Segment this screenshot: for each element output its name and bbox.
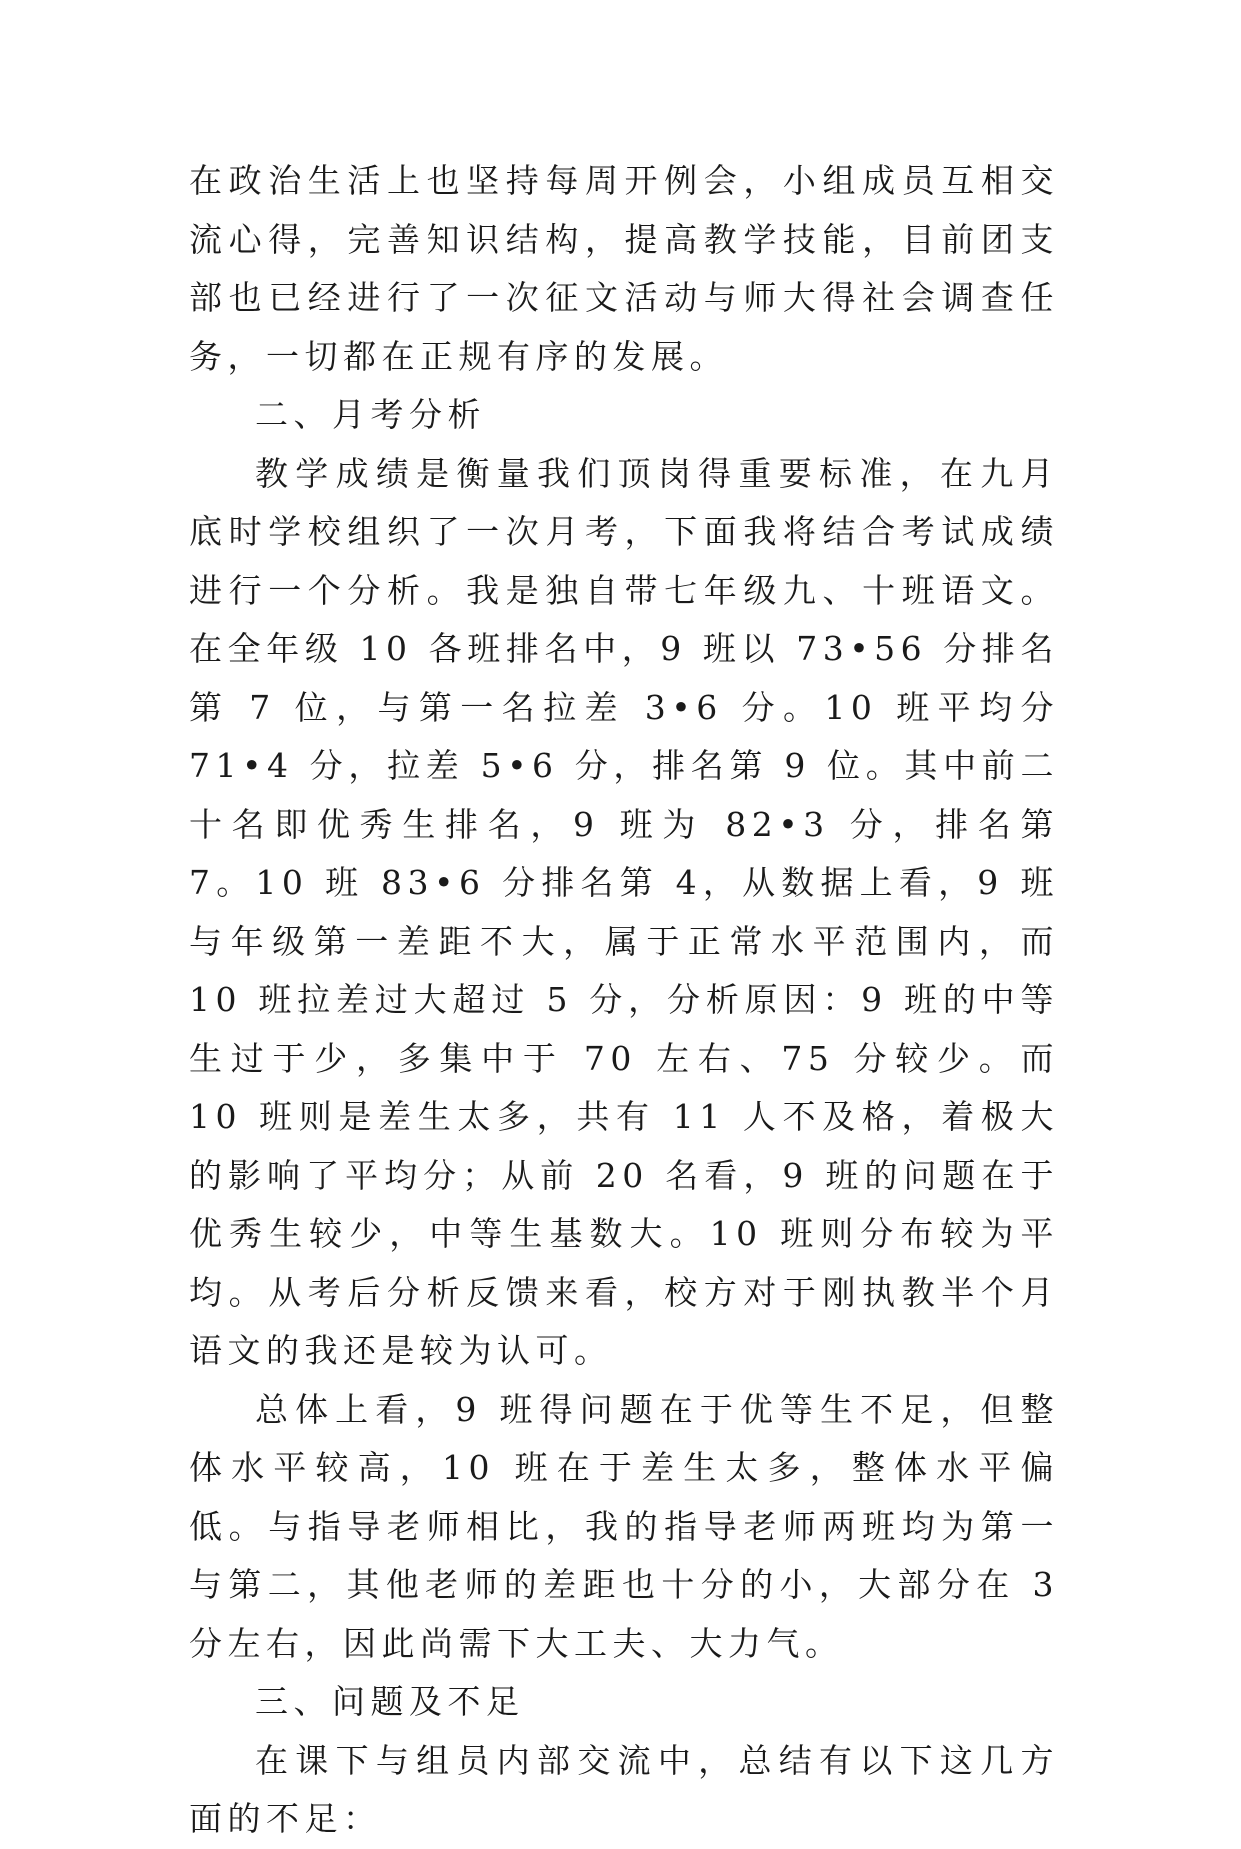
paragraph-overall-summary: 总体上看，9 班得问题在于优等生不足，但整体水平较高，10 班在于差生太多，整体水平偏低。与指导老师相比，我的指导老师两班均为第一与第二，其他老师的差距也十分的小，大部分在 3 分左右，因此尚需下大工夫、大力气。	[189, 1389, 1059, 1663]
paragraph-exam-results: 教学成绩是衡量我们顶岗得重要标准，在九月底时学校组织了一次月考，下面我将结合考试成绩进行一个分析。我是独自带七年级九、十班语文。在全年级 10 各班排名中，9 班以 73•56 分排名第 7 位，与第一名拉差 3•6 分。10 班平均分 71•4 分，拉差 5•6 分，排名第 9 位。其中前二十名即优秀生排名，9 班为 82•3 分，排名第 7。10 班 83•6 分排名第 4，从数据上看，9 班与年级第一差距不大，属于正常水平范围内，而 10 班拉差过大超过 5 分，分析原因：9 班的中等生过于少，多集中于 70 左右、75 分较少。而 10 班则是差生太多，共有 11 人不及格，着极大的影响了平均分；从前 20 名看，9 班的问题在于优秀生较少，中等生基数大。10 班则分布较为平均。从考后分析反馈来看，校方对于刚执教半个月语文的我还是较为认可。	[189, 453, 1059, 1370]
paragraph-politics-meeting: 在政治生活上也坚持每周开例会，小组成员互相交流心得，完善知识结构，提高教学技能，目前团支部也已经进行了一次征文活动与师大得社会调查任务，一切都在正规有序的发展。	[189, 161, 1059, 376]
document-page	[189, 152, 1059, 1849]
paragraph-shortcomings-intro: 在课下与组员内部交流中，总结有以下这几方面的不足：	[189, 1740, 1059, 1838]
heading-monthly-exam-analysis: 二、月考分析	[255, 395, 486, 434]
heading-problems-shortcomings: 三、问题及不足	[255, 1682, 525, 1721]
